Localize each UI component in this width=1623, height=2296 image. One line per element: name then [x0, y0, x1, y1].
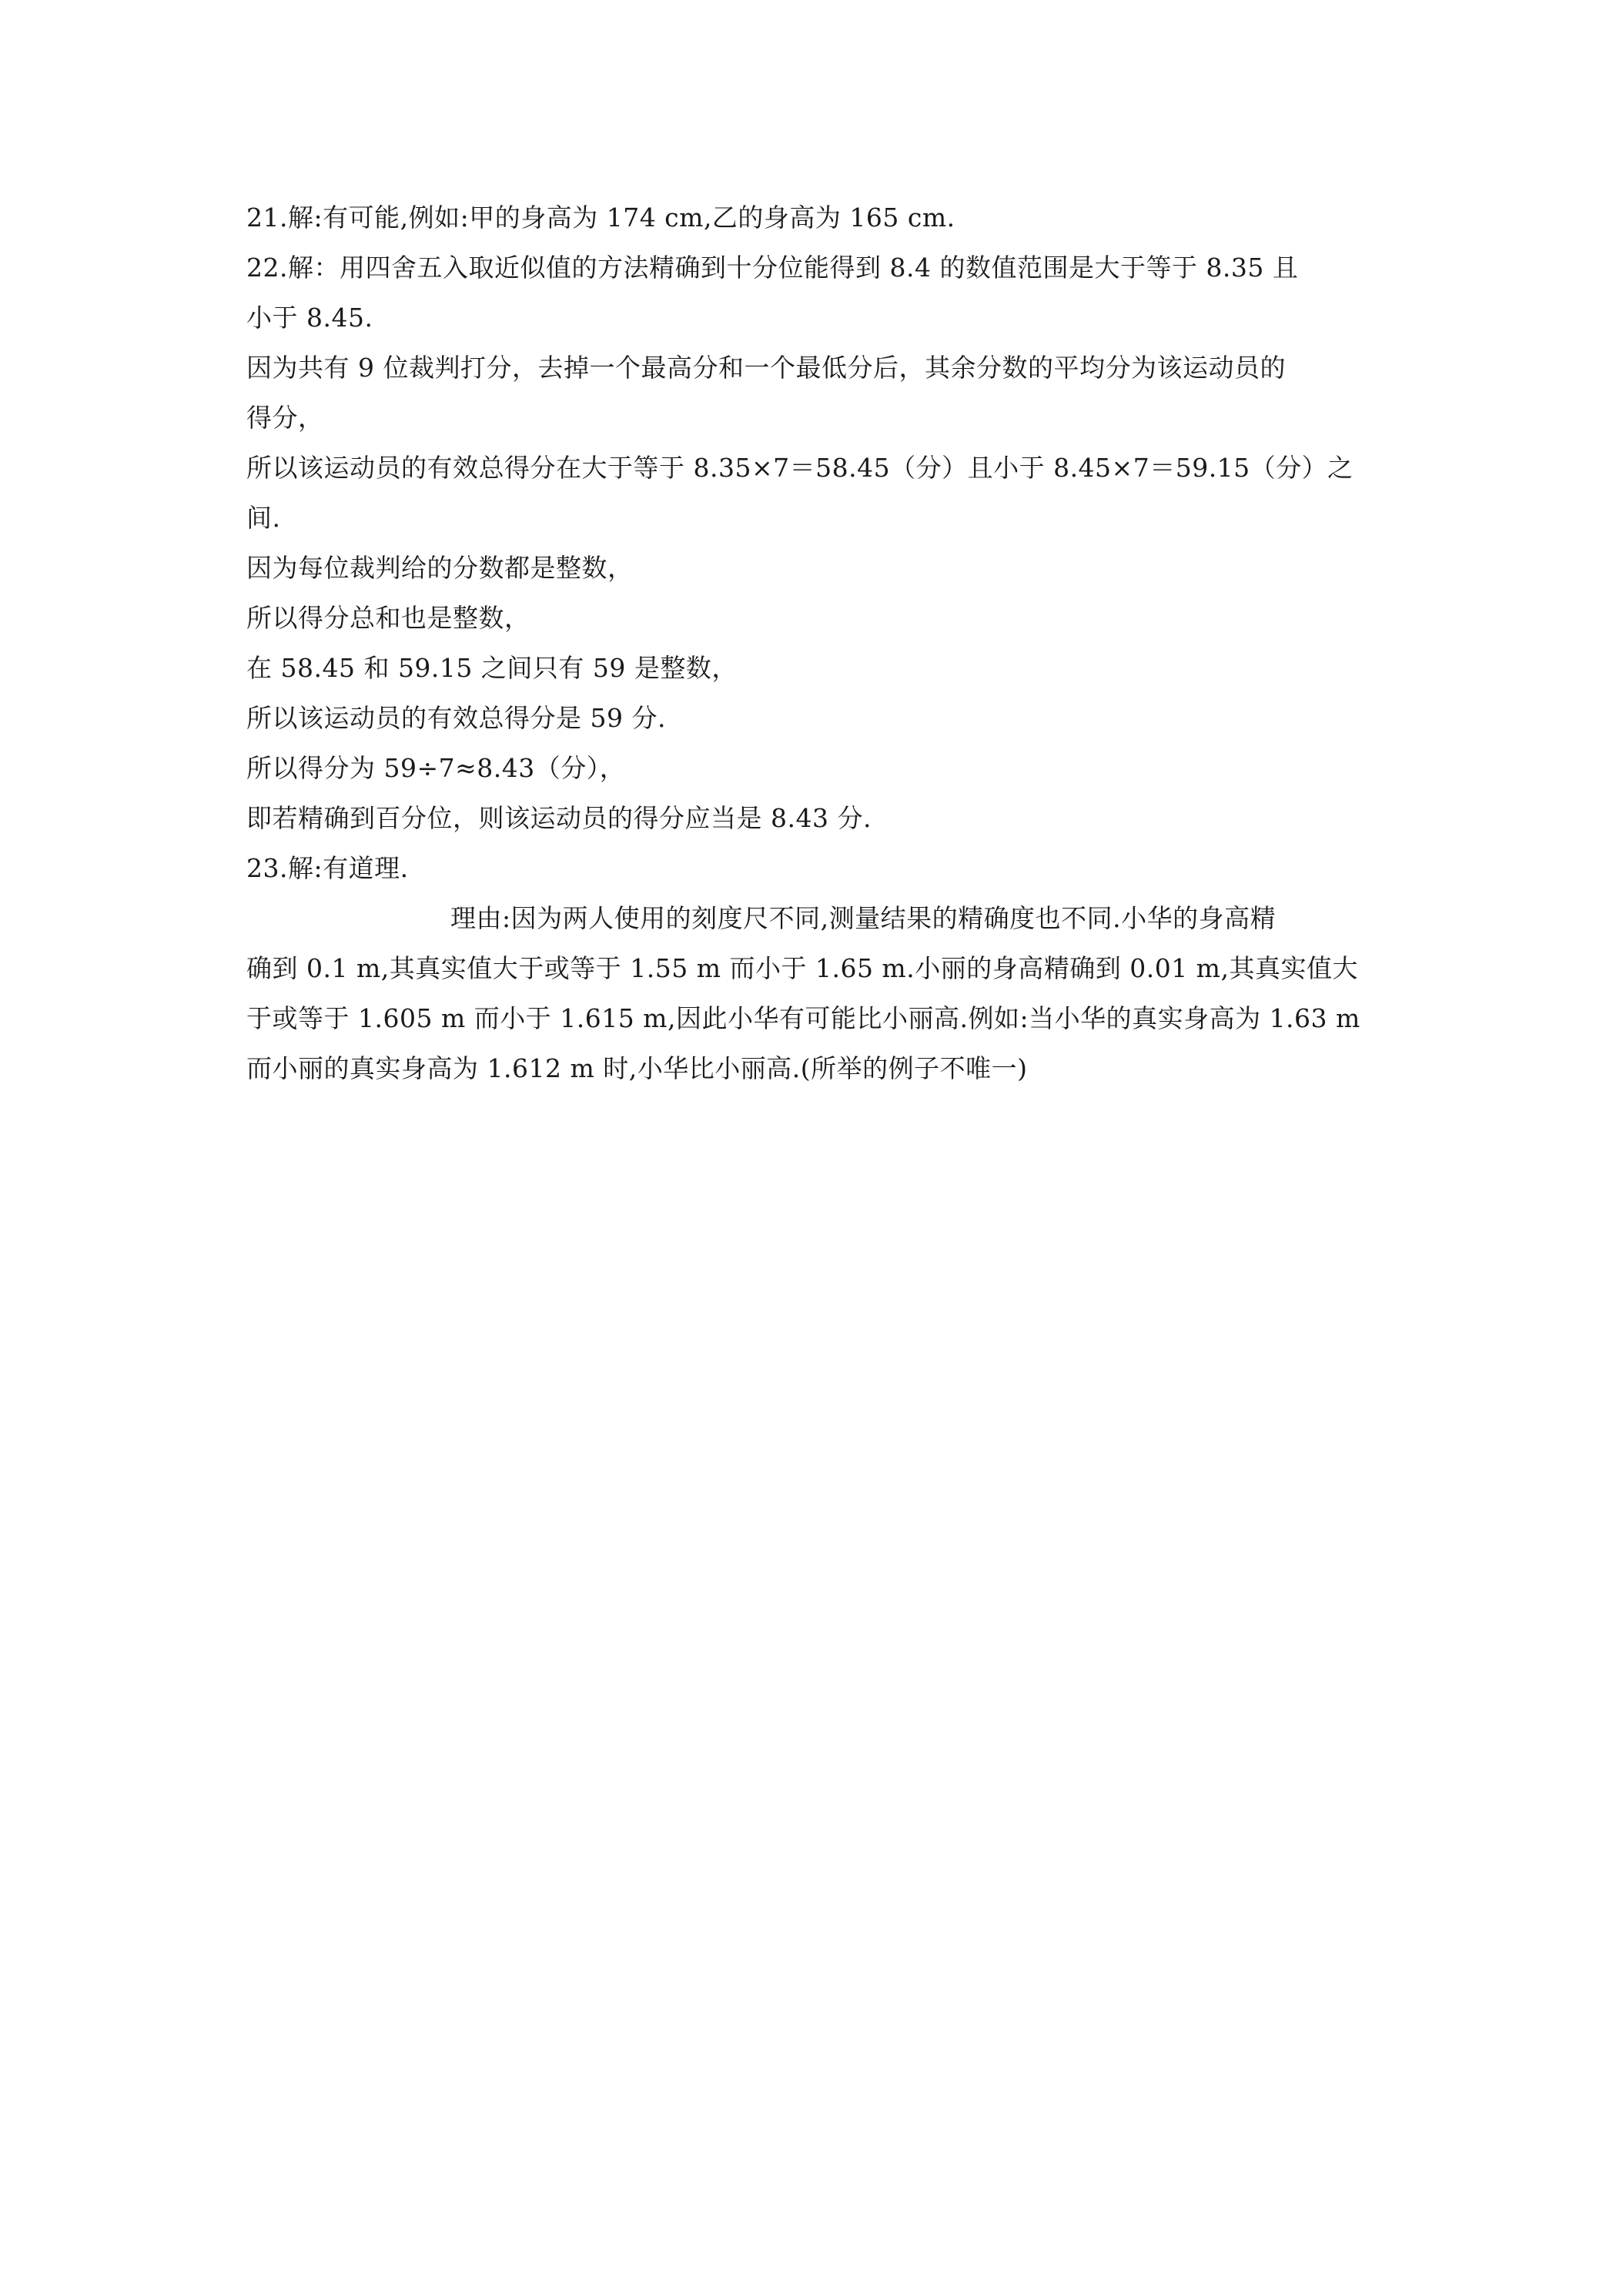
answer-23: 23.解:有道理. — [246, 853, 409, 883]
answer-22-line-4: 得分， — [246, 403, 324, 433]
answer-content — [246, 192, 1394, 1093]
answer-21: 21.解:有可能,例如:甲的身高为 174 cm,乙的身高为 165 cm. — [246, 202, 955, 233]
answer-23-reason-line-3: 于或等于 1.605 m 而小于 1.615 m,因此小华有可能比小丽高.例如:当小华的真实身高为 1.63 m — [246, 1003, 1360, 1033]
answer-22-line-6: 间. — [246, 503, 281, 533]
answer-23-reason-line-2: 确到 0.1 m,其真实值大于或等于 1.55 m 而小于 1.65 m.小丽的身高精确到 0.01 m,其真实值大 — [246, 953, 1358, 983]
answer-22-line-11: 所以得分为 59÷7≈8.43（分）， — [246, 753, 626, 783]
answer-23-reason-line-4: 而小丽的真实身高为 1.612 m 时,小华比小丽高.(所举的例子不唯一) — [246, 1053, 1028, 1083]
answer-22-line-2: 小于 8.45. — [246, 303, 373, 333]
answer-22-line-8: 所以得分总和也是整数， — [246, 603, 530, 633]
answer-22-line-7: 因为每位裁判给的分数都是整数， — [246, 553, 634, 583]
answer-22-line-9: 在 58.45 和 59.15 之间只有 59 是整数， — [246, 653, 738, 683]
answer-22-line-10: 所以该运动员的有效总得分是 59 分. — [246, 703, 666, 733]
answer-22-line-1: 22.解：用四舍五入取近似值的方法精确到十分位能得到 8.4 的数值范围是大于等于 8.35 且 — [246, 253, 1299, 283]
answer-23-reason-line-1: 理由:因为两人使用的刻度尺不同,测量结果的精确度也不同.小华的身高精 — [450, 903, 1277, 933]
answer-22-line-3: 因为共有 9 位裁判打分，去掉一个最高分和一个最低分后，其余分数的平均分为该运动员的 — [246, 353, 1286, 383]
answer-22-line-5: 所以该运动员的有效总得分在大于等于 8.35×7＝58.45（分）且小于 8.45×7＝59.15（分）之 — [246, 453, 1354, 483]
answer-22-line-12: 即若精确到百分位，则该运动员的得分应当是 8.43 分. — [246, 803, 872, 833]
